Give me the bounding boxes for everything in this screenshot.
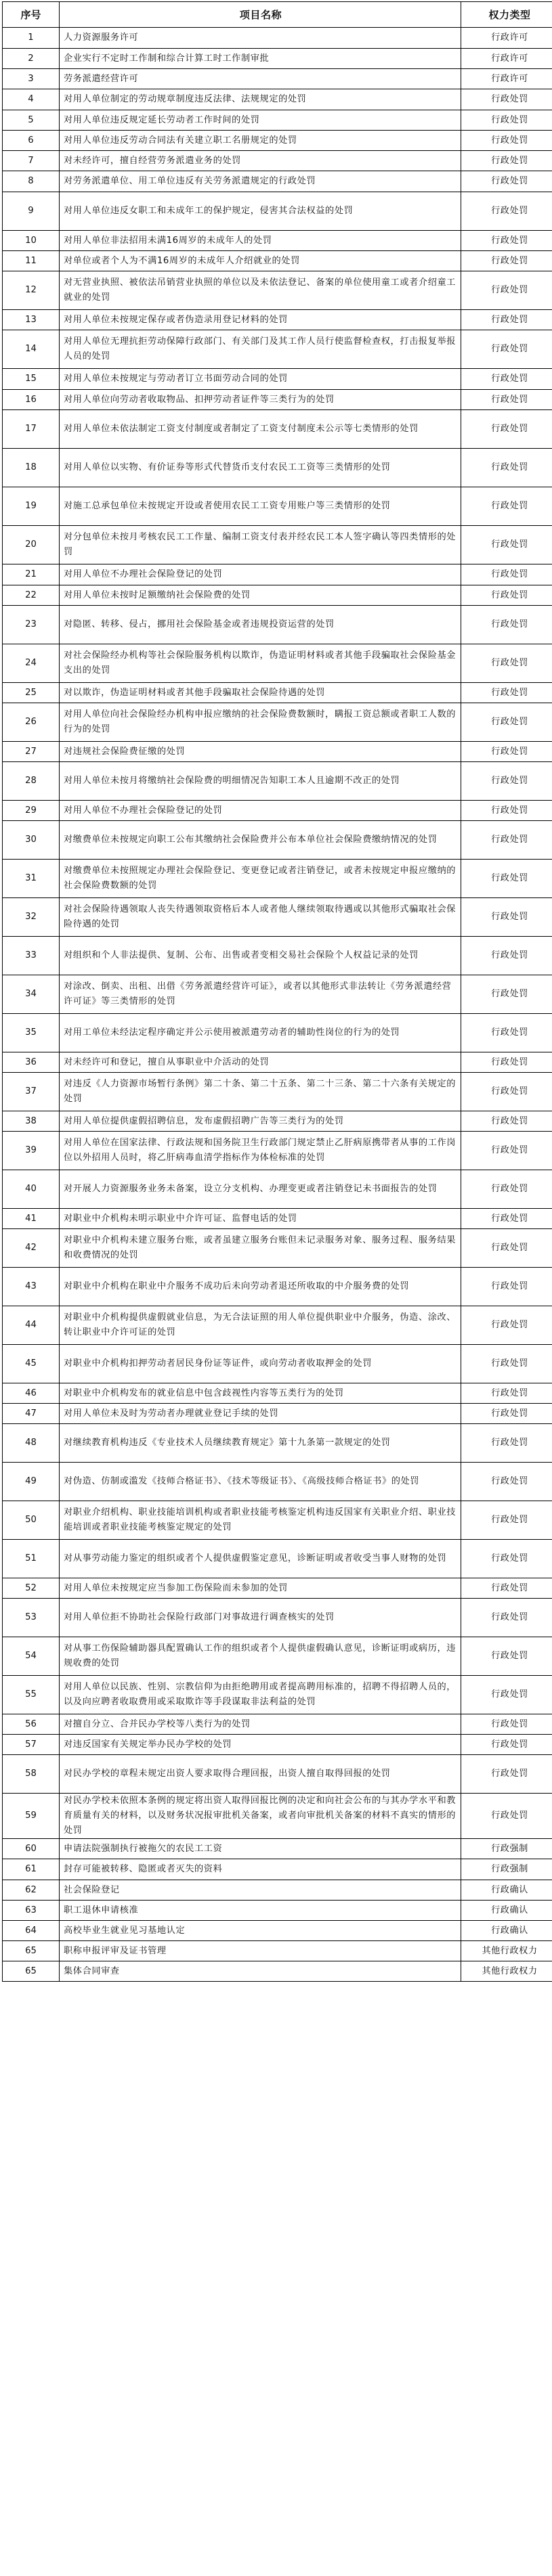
row-serial-no: 30 <box>3 821 60 860</box>
row-power-type: 行政处罚 <box>461 310 552 330</box>
table-row <box>3 1735 552 1755</box>
row-item-name: 对用人单位未按时足额缴纳社会保险费的处罚 <box>60 585 461 606</box>
row-power-type: 行政处罚 <box>461 564 552 585</box>
table-row <box>3 1961 552 1982</box>
row-item-name: 对用人单位违反规定延长劳动者工作时间的处罚 <box>60 110 461 131</box>
row-item-name: 对职业中介机构未建立服务台账，或者虽建立服务台账但未记录服务对象、服务过程、服务结果和收费情况的处罚 <box>60 1229 461 1268</box>
row-serial-no: 45 <box>3 1345 60 1383</box>
row-item-name: 社会保险登记 <box>60 1880 461 1901</box>
table-row <box>3 975 552 1014</box>
row-item-name: 对劳务派遣单位、用工单位违反有关劳务派遣规定的行政处罚 <box>60 171 461 192</box>
row-item-name: 对职业中介机构扣押劳动者居民身份证等证件，或向劳动者收取押金的处罚 <box>60 1345 461 1383</box>
row-item-name: 对社会保险经办机构等社会保险服务机构以欺诈，伪造证明材料或者其他手段骗取社会保险基金支出的处罚 <box>60 644 461 683</box>
table-row <box>3 526 552 564</box>
row-item-name: 对以欺诈，伪造证明材料或者其他手段骗取社会保险待遇的处罚 <box>60 683 461 703</box>
table-row <box>3 1345 552 1383</box>
row-serial-no: 48 <box>3 1424 60 1463</box>
row-item-name: 对用人单位以民族、性别、宗教信仰为由拒绝聘用或者提高聘用标准的，招聘不得招聘人员的，以及向应聘者收取费用或采取欺诈等手段谋取非法利益的处罚 <box>60 1676 461 1714</box>
table-row <box>3 131 552 151</box>
table-row <box>3 644 552 683</box>
row-item-name: 对用人单位无理抗拒劳动保障行政部门、有关部门及其工作人员行使监督检查权，打击报复举报人员的处罚 <box>60 330 461 369</box>
table-row <box>3 742 552 762</box>
table-row <box>3 683 552 703</box>
row-item-name: 封存可能被转移、隐匿或者灭失的资料 <box>60 1859 461 1880</box>
table-row <box>3 1921 552 1941</box>
row-serial-no: 31 <box>3 860 60 898</box>
row-item-name: 对施工总承包单位未按规定开设或者使用农民工工资专用账户等三类情形的处罚 <box>60 487 461 526</box>
table-row <box>3 703 552 742</box>
row-item-name: 申请法院强制执行被拖欠的农民工工资 <box>60 1839 461 1859</box>
table-row <box>3 1229 552 1268</box>
table-row <box>3 1170 552 1209</box>
row-serial-no: 52 <box>3 1578 60 1599</box>
row-power-type: 行政处罚 <box>461 1345 552 1383</box>
row-serial-no: 6 <box>3 131 60 151</box>
table-row <box>3 1463 552 1501</box>
table-row <box>3 1676 552 1714</box>
row-power-type: 行政处罚 <box>461 860 552 898</box>
row-serial-no: 55 <box>3 1676 60 1714</box>
row-power-type: 行政处罚 <box>461 1578 552 1599</box>
table-row <box>3 1501 552 1540</box>
row-power-type: 行政处罚 <box>461 1794 552 1839</box>
row-power-type: 行政处罚 <box>461 1111 552 1132</box>
row-item-name: 对用人单位不办理社会保险登记的处罚 <box>60 564 461 585</box>
table-row <box>3 192 552 231</box>
row-item-name: 对隐匿、转移、侵占，挪用社会保险基金或者违规投资运营的处罚 <box>60 606 461 644</box>
table-row <box>3 801 552 821</box>
row-item-name: 职工退休申请核准 <box>60 1901 461 1921</box>
row-item-name: 对继续教育机构违反《专业技术人员继续教育规定》第十九条第一款规定的处罚 <box>60 1424 461 1463</box>
row-item-name: 对社会保险待遇领取人丧失待遇领取资格后本人或者他人继续领取待遇或以其他形式骗取社会保险待遇的处罚 <box>60 898 461 937</box>
table-row <box>3 1578 552 1599</box>
row-item-name: 对无营业执照、被依法吊销营业执照的单位以及未依法登记、备案的单位使用童工或者介绍童工就业的处罚 <box>60 271 461 310</box>
row-power-type: 行政处罚 <box>461 1383 552 1404</box>
row-power-type: 行政处罚 <box>461 1209 552 1229</box>
row-serial-no: 49 <box>3 1463 60 1501</box>
table-row <box>3 487 552 526</box>
row-power-type: 行政处罚 <box>461 487 552 526</box>
row-power-type: 行政处罚 <box>461 1073 552 1111</box>
row-power-type: 行政确认 <box>461 1921 552 1941</box>
row-item-name: 对用人单位向社会保险经办机构申报应缴纳的社会保险费数额时，瞒报工资总额或者职工人数的行为的处罚 <box>60 703 461 742</box>
row-item-name: 对职业介绍机构、职业技能培训机构或者职业技能考核鉴定机构违反国家有关职业介绍、职业技能培训或者职业技能考核鉴定规定的处罚 <box>60 1501 461 1540</box>
row-item-name: 对用人单位未按规定与劳动者订立书面劳动合同的处罚 <box>60 369 461 390</box>
table-row <box>3 49 552 69</box>
row-item-name: 对用人单位非法招用未满16周岁的未成年人的处罚 <box>60 231 461 251</box>
row-serial-no: 28 <box>3 762 60 801</box>
row-serial-no: 60 <box>3 1839 60 1859</box>
row-item-name: 对职业中介机构在职业中介服务不成功后未向劳动者退还所收取的中介服务费的处罚 <box>60 1268 461 1306</box>
table-row <box>3 231 552 251</box>
row-item-name: 企业实行不定时工作制和综合计算工时工作制审批 <box>60 49 461 69</box>
row-serial-no: 53 <box>3 1599 60 1637</box>
row-item-name: 对民办学校的章程未规定出资人要求取得合理回报，出资人擅自取得回报的处罚 <box>60 1755 461 1794</box>
table-row <box>3 1880 552 1901</box>
row-serial-no: 34 <box>3 975 60 1014</box>
table-row <box>3 171 552 192</box>
header-power-type: 权力类型 <box>461 2 552 28</box>
row-serial-no: 54 <box>3 1637 60 1676</box>
row-item-name: 对组织和个人非法提供、复制、公布、出售或者变相交易社会保险个人权益记录的处罚 <box>60 937 461 975</box>
table-row <box>3 606 552 644</box>
row-serial-no: 2 <box>3 49 60 69</box>
table-row <box>3 151 552 171</box>
row-item-name: 对用工单位未经法定程序确定并公示使用被派遣劳动者的辅助性岗位的行为的处罚 <box>60 1014 461 1052</box>
row-serial-no: 25 <box>3 683 60 703</box>
row-item-name: 对用人单位未按规定应当参加工伤保险而未参加的处罚 <box>60 1578 461 1599</box>
row-power-type: 行政处罚 <box>461 1306 552 1345</box>
row-item-name: 对民办学校未依照本条例的规定将出资人取得回报比例的决定和向社会公布的与其办学水平和教育质量有关的材料，以及财务状况报审批机关备案，或者向审批机关备案的材料不真实的情形的处罚 <box>60 1794 461 1839</box>
row-item-name: 对用人单位违反女职工和未成年工的保护规定，侵害其合法权益的处罚 <box>60 192 461 231</box>
table-row <box>3 1941 552 1961</box>
row-power-type: 行政确认 <box>461 1880 552 1901</box>
row-power-type: 行政处罚 <box>461 369 552 390</box>
row-serial-no: 24 <box>3 644 60 683</box>
table-row <box>3 1111 552 1132</box>
row-item-name: 高校毕业生就业见习基地认定 <box>60 1921 461 1941</box>
row-power-type: 行政处罚 <box>461 390 552 410</box>
row-serial-no: 17 <box>3 410 60 449</box>
row-power-type: 行政处罚 <box>461 683 552 703</box>
row-power-type: 行政处罚 <box>461 1404 552 1424</box>
row-item-name: 对违反《人力资源市场暂行条例》第二十条、第二十五条、第二十三条、第二十六条有关规定的处罚 <box>60 1073 461 1111</box>
table-row <box>3 410 552 449</box>
row-power-type: 行政处罚 <box>461 526 552 564</box>
row-power-type: 行政处罚 <box>461 606 552 644</box>
table-row <box>3 1306 552 1345</box>
row-serial-no: 16 <box>3 390 60 410</box>
row-serial-no: 65 <box>3 1961 60 1982</box>
table-row <box>3 564 552 585</box>
table-row <box>3 1424 552 1463</box>
row-serial-no: 11 <box>3 251 60 271</box>
table-row <box>3 1637 552 1676</box>
table-row <box>3 1209 552 1229</box>
row-item-name: 对从事劳动能力鉴定的组织或者个人提供虚假鉴定意见，诊断证明或者收受当事人财物的处罚 <box>60 1540 461 1578</box>
row-item-name: 对职业中介机构提供虚假就业信息，为无合法证照的用人单位提供职业中介服务，伪造、涂改、转让职业中介许可证的处罚 <box>60 1306 461 1345</box>
row-serial-no: 63 <box>3 1901 60 1921</box>
table-body <box>3 28 552 1982</box>
table-row <box>3 110 552 131</box>
row-power-type: 行政处罚 <box>461 1599 552 1637</box>
row-serial-no: 41 <box>3 1209 60 1229</box>
row-serial-no: 38 <box>3 1111 60 1132</box>
row-serial-no: 29 <box>3 801 60 821</box>
row-serial-no: 15 <box>3 369 60 390</box>
row-item-name: 对用人单位提供虚假招聘信息，发布虚假招聘广告等三类行为的处罚 <box>60 1111 461 1132</box>
row-power-type: 行政处罚 <box>461 1424 552 1463</box>
row-power-type: 其他行政权力 <box>461 1961 552 1982</box>
row-power-type: 行政处罚 <box>461 898 552 937</box>
table-row <box>3 310 552 330</box>
row-power-type: 行政处罚 <box>461 585 552 606</box>
row-item-name: 对职业中介机构发布的就业信息中包含歧视性内容等五类行为的处罚 <box>60 1383 461 1404</box>
row-power-type: 行政处罚 <box>461 1637 552 1676</box>
row-item-name: 对违反国家有关规定举办民办学校的处罚 <box>60 1735 461 1755</box>
row-serial-no: 21 <box>3 564 60 585</box>
table-header <box>3 2 552 28</box>
row-power-type: 行政处罚 <box>461 742 552 762</box>
table-row <box>3 28 552 49</box>
table-row <box>3 1901 552 1921</box>
row-item-name: 对用人单位向劳动者收取物品、扣押劳动者证件等三类行为的处罚 <box>60 390 461 410</box>
row-item-name: 对缴费单位未按规定向职工公布其缴纳社会保险费并公布本单位社会保险费缴纳情况的处罚 <box>60 821 461 860</box>
header-row <box>3 2 552 28</box>
row-power-type: 行政许可 <box>461 28 552 49</box>
row-power-type: 行政许可 <box>461 49 552 69</box>
row-serial-no: 20 <box>3 526 60 564</box>
row-power-type: 行政处罚 <box>461 1014 552 1052</box>
row-serial-no: 64 <box>3 1921 60 1941</box>
row-power-type: 行政处罚 <box>461 271 552 310</box>
row-power-type: 行政处罚 <box>461 1755 552 1794</box>
row-item-name: 对未经许可和登记，擅自从事职业中介活动的处罚 <box>60 1052 461 1073</box>
table-row <box>3 330 552 369</box>
row-item-name: 对缴费单位未按照规定办理社会保险登记、变更登记或者注销登记，或者未按规定申报应缴纳的社会保险费数额的处罚 <box>60 860 461 898</box>
row-serial-no: 27 <box>3 742 60 762</box>
row-item-name: 对违规社会保险费征缴的处罚 <box>60 742 461 762</box>
row-power-type: 行政处罚 <box>461 1735 552 1755</box>
row-serial-no: 51 <box>3 1540 60 1578</box>
row-item-name: 对用人单位未按月将缴纳社会保险费的明细情况告知职工本人且逾期不改正的处罚 <box>60 762 461 801</box>
row-serial-no: 65 <box>3 1941 60 1961</box>
table-row <box>3 69 552 89</box>
row-item-name: 对单位或者个人为不满16周岁的未成年人介绍就业的处罚 <box>60 251 461 271</box>
row-power-type: 行政处罚 <box>461 1268 552 1306</box>
row-serial-no: 19 <box>3 487 60 526</box>
row-serial-no: 42 <box>3 1229 60 1268</box>
header-item-name: 项目名称 <box>60 2 461 28</box>
table-row <box>3 1014 552 1052</box>
row-serial-no: 40 <box>3 1170 60 1209</box>
row-item-name: 对用人单位在国家法律、行政法规和国务院卫生行政部门规定禁止乙肝病原携带者从事的工作岗位以外招用人员时，将乙肝病毒血清学指标作为体检标准的处罚 <box>60 1132 461 1170</box>
row-serial-no: 35 <box>3 1014 60 1052</box>
table-row <box>3 1073 552 1111</box>
row-power-type: 行政处罚 <box>461 330 552 369</box>
row-serial-no: 26 <box>3 703 60 742</box>
table-row <box>3 1599 552 1637</box>
row-power-type: 行政处罚 <box>461 89 552 110</box>
table-row <box>3 449 552 487</box>
row-serial-no: 36 <box>3 1052 60 1073</box>
row-power-type: 行政许可 <box>461 69 552 89</box>
row-item-name: 对涂改、倒卖、出租、出借《劳务派遣经营许可证》，或者以其他形式非法转让《劳务派遣经营许可证》等三类情形的处罚 <box>60 975 461 1014</box>
row-item-name: 对用人单位未依法制定工资支付制度或者制定了工资支付制度未公示等七类情形的处罚 <box>60 410 461 449</box>
table-row <box>3 585 552 606</box>
row-power-type: 行政处罚 <box>461 937 552 975</box>
row-serial-no: 56 <box>3 1714 60 1735</box>
row-serial-no: 23 <box>3 606 60 644</box>
row-serial-no: 62 <box>3 1880 60 1901</box>
row-power-type: 行政强制 <box>461 1859 552 1880</box>
row-power-type: 行政处罚 <box>461 801 552 821</box>
row-power-type: 行政处罚 <box>461 1540 552 1578</box>
table-row <box>3 1132 552 1170</box>
row-power-type: 行政处罚 <box>461 449 552 487</box>
row-power-type: 行政处罚 <box>461 151 552 171</box>
row-serial-no: 57 <box>3 1735 60 1755</box>
row-item-name: 对用人单位拒不协助社会保险行政部门对事故进行调查核实的处罚 <box>60 1599 461 1637</box>
table-row <box>3 1268 552 1306</box>
row-serial-no: 7 <box>3 151 60 171</box>
table-row <box>3 762 552 801</box>
row-serial-no: 43 <box>3 1268 60 1306</box>
row-power-type: 行政处罚 <box>461 171 552 192</box>
row-serial-no: 58 <box>3 1755 60 1794</box>
row-power-type: 其他行政权力 <box>461 1941 552 1961</box>
row-serial-no: 61 <box>3 1859 60 1880</box>
row-power-type: 行政处罚 <box>461 644 552 683</box>
header-serial-no: 序号 <box>3 2 60 28</box>
row-power-type: 行政强制 <box>461 1839 552 1859</box>
row-serial-no: 46 <box>3 1383 60 1404</box>
table-row <box>3 1839 552 1859</box>
row-serial-no: 59 <box>3 1794 60 1839</box>
table-row <box>3 898 552 937</box>
row-power-type: 行政处罚 <box>461 231 552 251</box>
row-item-name: 对用人单位未及时为劳动者办理就业登记手续的处罚 <box>60 1404 461 1424</box>
row-item-name: 劳务派遣经营许可 <box>60 69 461 89</box>
row-serial-no: 1 <box>3 28 60 49</box>
row-power-type: 行政处罚 <box>461 975 552 1014</box>
row-serial-no: 18 <box>3 449 60 487</box>
row-serial-no: 32 <box>3 898 60 937</box>
row-serial-no: 8 <box>3 171 60 192</box>
row-item-name: 对用人单位违反劳动合同法有关建立职工名册规定的处罚 <box>60 131 461 151</box>
row-serial-no: 37 <box>3 1073 60 1111</box>
row-item-name: 对职业中介机构未明示职业中介许可证、监督电话的处罚 <box>60 1209 461 1229</box>
row-serial-no: 12 <box>3 271 60 310</box>
table-row <box>3 937 552 975</box>
row-power-type: 行政处罚 <box>461 1229 552 1268</box>
table-row <box>3 390 552 410</box>
row-serial-no: 47 <box>3 1404 60 1424</box>
row-power-type: 行政处罚 <box>461 192 552 231</box>
row-power-type: 行政处罚 <box>461 821 552 860</box>
row-item-name: 对未经许可，擅自经营劳务派遣业务的处罚 <box>60 151 461 171</box>
row-item-name: 对伪造、仿制或滥发《技师合格证书》、《技术等级证书》、《高级技师合格证书》的处罚 <box>60 1463 461 1501</box>
table-row <box>3 251 552 271</box>
row-item-name: 人力资源服务许可 <box>60 28 461 49</box>
table-row <box>3 1859 552 1880</box>
row-power-type: 行政处罚 <box>461 1714 552 1735</box>
row-item-name: 对开展人力资源服务业务未备案，设立分支机构、办理变更或者注销登记未书面报告的处罚 <box>60 1170 461 1209</box>
power-list-table <box>2 1 552 1982</box>
row-item-name: 对用人单位未按规定保存或者伪造录用登记材料的处罚 <box>60 310 461 330</box>
row-power-type: 行政处罚 <box>461 251 552 271</box>
table-row <box>3 271 552 310</box>
row-power-type: 行政处罚 <box>461 1676 552 1714</box>
row-serial-no: 5 <box>3 110 60 131</box>
row-serial-no: 44 <box>3 1306 60 1345</box>
row-power-type: 行政处罚 <box>461 410 552 449</box>
row-power-type: 行政确认 <box>461 1901 552 1921</box>
row-item-name: 集体合同审查 <box>60 1961 461 1982</box>
row-item-name: 对擅自分立、合并民办学校等八类行为的处罚 <box>60 1714 461 1735</box>
row-power-type: 行政处罚 <box>461 703 552 742</box>
row-serial-no: 9 <box>3 192 60 231</box>
row-item-name: 对用人单位制定的劳动规章制度违反法律、法规规定的处罚 <box>60 89 461 110</box>
row-serial-no: 33 <box>3 937 60 975</box>
table-row <box>3 1404 552 1424</box>
row-serial-no: 39 <box>3 1132 60 1170</box>
row-power-type: 行政处罚 <box>461 1501 552 1540</box>
table-row <box>3 369 552 390</box>
table-row <box>3 1714 552 1735</box>
row-serial-no: 10 <box>3 231 60 251</box>
table-row <box>3 1052 552 1073</box>
row-item-name: 对分包单位未按月考核农民工工作量、编制工资支付表并经农民工本人签字确认等四类情形的处罚 <box>60 526 461 564</box>
row-power-type: 行政处罚 <box>461 1463 552 1501</box>
row-power-type: 行政处罚 <box>461 131 552 151</box>
table-row <box>3 860 552 898</box>
row-item-name: 职称申报评审及证书管理 <box>60 1941 461 1961</box>
table-row <box>3 1540 552 1578</box>
table-row <box>3 1755 552 1794</box>
row-item-name: 对用人单位不办理社会保险登记的处罚 <box>60 801 461 821</box>
row-serial-no: 22 <box>3 585 60 606</box>
row-power-type: 行政处罚 <box>461 762 552 801</box>
row-power-type: 行政处罚 <box>461 1132 552 1170</box>
row-serial-no: 13 <box>3 310 60 330</box>
row-serial-no: 14 <box>3 330 60 369</box>
row-serial-no: 50 <box>3 1501 60 1540</box>
row-item-name: 对用人单位以实物、有价证券等形式代替货币支付农民工工资等三类情形的处罚 <box>60 449 461 487</box>
table-row <box>3 1383 552 1404</box>
row-item-name: 对从事工伤保险辅助器具配置确认工作的组织或者个人提供虚假确认意见，诊断证明或病历，违规收费的处罚 <box>60 1637 461 1676</box>
table-row <box>3 89 552 110</box>
row-serial-no: 3 <box>3 69 60 89</box>
table-row <box>3 1794 552 1839</box>
row-serial-no: 4 <box>3 89 60 110</box>
row-power-type: 行政处罚 <box>461 1052 552 1073</box>
table-row <box>3 821 552 860</box>
row-power-type: 行政处罚 <box>461 1170 552 1209</box>
row-power-type: 行政处罚 <box>461 110 552 131</box>
